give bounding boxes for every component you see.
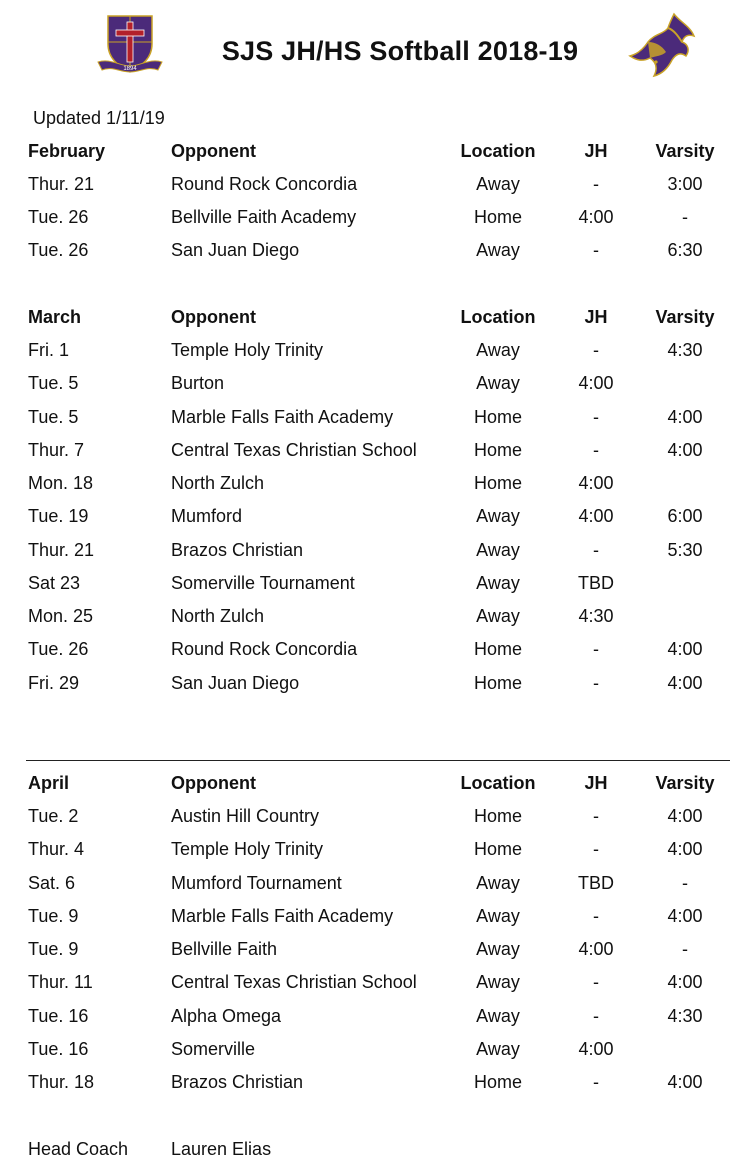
varsity-header: Varsity	[655, 141, 715, 161]
jh-header: JH	[584, 773, 608, 793]
game-date: Thur. 11	[28, 972, 93, 992]
game-jh-time: 4:00	[578, 1039, 614, 1059]
game-date: Thur. 18	[28, 1072, 95, 1092]
game-opponent: Alpha Omega	[171, 1006, 282, 1026]
crest-year-text: 1894	[123, 66, 137, 72]
game-varsity-time: -	[682, 939, 688, 959]
game-opponent: Brazos Christian	[171, 1072, 304, 1092]
game-location: Away	[476, 939, 520, 959]
game-row	[0, 573, 756, 606]
game-date: Tue. 2	[28, 806, 79, 826]
game-opponent: North Zulch	[171, 606, 265, 626]
game-row	[0, 1006, 756, 1039]
game-varsity-time: 4:00	[667, 972, 703, 992]
april-header-row	[0, 773, 756, 806]
game-opponent: Brazos Christian	[171, 540, 304, 560]
game-date: Tue. 16	[28, 1006, 89, 1026]
game-location: Home	[473, 207, 522, 227]
game-date: Sat 23	[28, 573, 81, 593]
game-jh-time: -	[593, 906, 599, 926]
game-row	[0, 939, 756, 972]
game-opponent: Central Texas Christian School	[171, 440, 417, 460]
game-date: Tue. 5	[28, 407, 79, 427]
game-varsity-time: 4:30	[667, 340, 703, 360]
opponent-header: Opponent	[171, 307, 256, 327]
february-header-row	[0, 141, 756, 174]
location-header: Location	[460, 141, 536, 161]
game-opponent: San Juan Diego	[171, 673, 300, 693]
game-opponent: Mumford	[171, 506, 243, 526]
game-row	[0, 506, 756, 539]
game-date: Thur. 7	[28, 440, 85, 460]
game-row	[0, 407, 756, 440]
game-opponent: Central Texas Christian School	[171, 972, 417, 992]
game-row	[0, 1072, 756, 1105]
game-row	[0, 673, 756, 706]
game-row	[0, 873, 756, 906]
head-coach-name: Lauren Elias	[171, 1139, 272, 1159]
head-coach-label: Head Coach	[28, 1139, 129, 1159]
game-date: Thur. 4	[28, 839, 85, 859]
game-row	[0, 639, 756, 672]
month-header: March	[28, 307, 82, 327]
game-varsity-time: 4:00	[667, 673, 703, 693]
game-date: Tue. 19	[28, 506, 89, 526]
game-jh-time: -	[593, 340, 599, 360]
game-varsity-time: 6:30	[667, 240, 703, 260]
game-jh-time: TBD	[578, 873, 614, 893]
game-varsity-time: 4:00	[667, 440, 703, 460]
game-date: Thur. 21	[28, 174, 95, 194]
game-date: Tue. 9	[28, 906, 79, 926]
section-divider	[26, 760, 730, 761]
game-jh-time: -	[593, 1072, 599, 1092]
game-location: Home	[473, 839, 522, 859]
month-header: April	[28, 773, 70, 793]
jh-header: JH	[584, 141, 608, 161]
game-location: Away	[476, 606, 520, 626]
game-jh-time: -	[593, 440, 599, 460]
game-opponent: Somerville Tournament	[171, 573, 355, 593]
jh-header: JH	[584, 307, 608, 327]
game-opponent: Temple Holy Trinity	[171, 839, 324, 859]
game-location: Home	[473, 407, 522, 427]
game-location: Away	[476, 540, 520, 560]
game-row	[0, 606, 756, 639]
game-location: Away	[476, 240, 520, 260]
game-jh-time: -	[593, 839, 599, 859]
game-opponent: Bellville Faith	[171, 939, 278, 959]
game-row	[0, 806, 756, 839]
game-opponent: Bellville Faith Academy	[171, 207, 357, 227]
game-date: Tue. 16	[28, 1039, 89, 1059]
game-row	[0, 1039, 756, 1072]
game-location: Away	[476, 972, 520, 992]
game-opponent: Burton	[171, 373, 225, 393]
game-date: Thur. 21	[28, 540, 95, 560]
game-jh-time: -	[593, 1006, 599, 1026]
game-varsity-time: 4:30	[667, 1006, 703, 1026]
opponent-header: Opponent	[171, 141, 256, 161]
game-row	[0, 906, 756, 939]
game-date: Fri. 1	[28, 340, 70, 360]
game-opponent: Temple Holy Trinity	[171, 340, 324, 360]
game-date: Tue. 5	[28, 373, 79, 393]
game-jh-time: 4:00	[578, 506, 614, 526]
game-location: Away	[476, 573, 520, 593]
game-jh-time: 4:00	[578, 939, 614, 959]
updated-date: Updated 1/11/19	[33, 108, 165, 128]
game-row	[0, 207, 756, 240]
game-varsity-time: 4:00	[667, 839, 703, 859]
game-varsity-time: 4:00	[667, 906, 703, 926]
game-jh-time: -	[593, 639, 599, 659]
location-header: Location	[460, 773, 536, 793]
game-jh-time: -	[593, 540, 599, 560]
game-row	[0, 174, 756, 207]
game-row	[0, 340, 756, 373]
game-location: Away	[476, 1006, 520, 1026]
game-location: Home	[473, 440, 522, 460]
eagle-mascot-logo	[628, 12, 698, 78]
game-varsity-time: -	[682, 873, 688, 893]
game-opponent: San Juan Diego	[171, 240, 300, 260]
game-date: Fri. 29	[28, 673, 80, 693]
varsity-header: Varsity	[655, 773, 715, 793]
game-opponent: Somerville	[171, 1039, 256, 1059]
game-opponent: Marble Falls Faith Academy	[171, 407, 394, 427]
game-location: Away	[476, 174, 520, 194]
game-row	[0, 473, 756, 506]
game-varsity-time: 3:00	[667, 174, 703, 194]
game-location: Home	[473, 673, 522, 693]
game-row	[0, 972, 756, 1005]
game-jh-time: -	[593, 407, 599, 427]
game-location: Away	[476, 373, 520, 393]
game-opponent: Marble Falls Faith Academy	[171, 906, 394, 926]
game-date: Mon. 25	[28, 606, 94, 626]
game-jh-time: -	[593, 240, 599, 260]
game-varsity-time: 5:30	[667, 540, 703, 560]
game-date: Mon. 18	[28, 473, 94, 493]
game-jh-time: -	[593, 806, 599, 826]
game-location: Home	[473, 639, 522, 659]
game-location: Away	[476, 1039, 520, 1059]
game-jh-time: TBD	[578, 573, 614, 593]
game-jh-time: -	[593, 673, 599, 693]
page-title: SJS JH/HS Softball 2018-19	[221, 36, 579, 66]
game-location: Away	[476, 506, 520, 526]
game-date: Tue. 26	[28, 240, 89, 260]
game-opponent: North Zulch	[171, 473, 265, 493]
game-location: Away	[476, 340, 520, 360]
game-date: Tue. 26	[28, 207, 89, 227]
game-row	[0, 440, 756, 473]
game-jh-time: 4:00	[578, 473, 614, 493]
game-varsity-time: 4:00	[667, 1072, 703, 1092]
game-jh-time: -	[593, 174, 599, 194]
game-row	[0, 373, 756, 406]
game-opponent: Mumford Tournament	[171, 873, 342, 893]
game-row	[0, 240, 756, 273]
game-location: Home	[473, 473, 522, 493]
game-varsity-time: -	[682, 207, 688, 227]
game-varsity-time: 4:00	[667, 407, 703, 427]
game-date: Tue. 26	[28, 639, 89, 659]
game-location: Home	[473, 1072, 522, 1092]
game-row	[0, 540, 756, 573]
opponent-header: Opponent	[171, 773, 256, 793]
game-location: Home	[473, 806, 522, 826]
game-jh-time: 4:30	[578, 606, 614, 626]
month-header: February	[28, 141, 106, 161]
game-opponent: Austin Hill Country	[171, 806, 320, 826]
game-date: Tue. 9	[28, 939, 79, 959]
game-jh-time: 4:00	[578, 207, 614, 227]
game-date: Sat. 6	[28, 873, 76, 893]
march-header-row	[0, 307, 756, 340]
game-opponent: Round Rock Concordia	[171, 639, 358, 659]
location-header: Location	[460, 307, 536, 327]
game-location: Away	[476, 906, 520, 926]
game-row	[0, 839, 756, 872]
game-varsity-time: 4:00	[667, 639, 703, 659]
game-location: Away	[476, 873, 520, 893]
game-jh-time: 4:00	[578, 373, 614, 393]
game-opponent: Round Rock Concordia	[171, 174, 358, 194]
varsity-header: Varsity	[655, 307, 715, 327]
game-varsity-time: 6:00	[667, 506, 703, 526]
game-jh-time: -	[593, 972, 599, 992]
game-varsity-time: 4:00	[667, 806, 703, 826]
